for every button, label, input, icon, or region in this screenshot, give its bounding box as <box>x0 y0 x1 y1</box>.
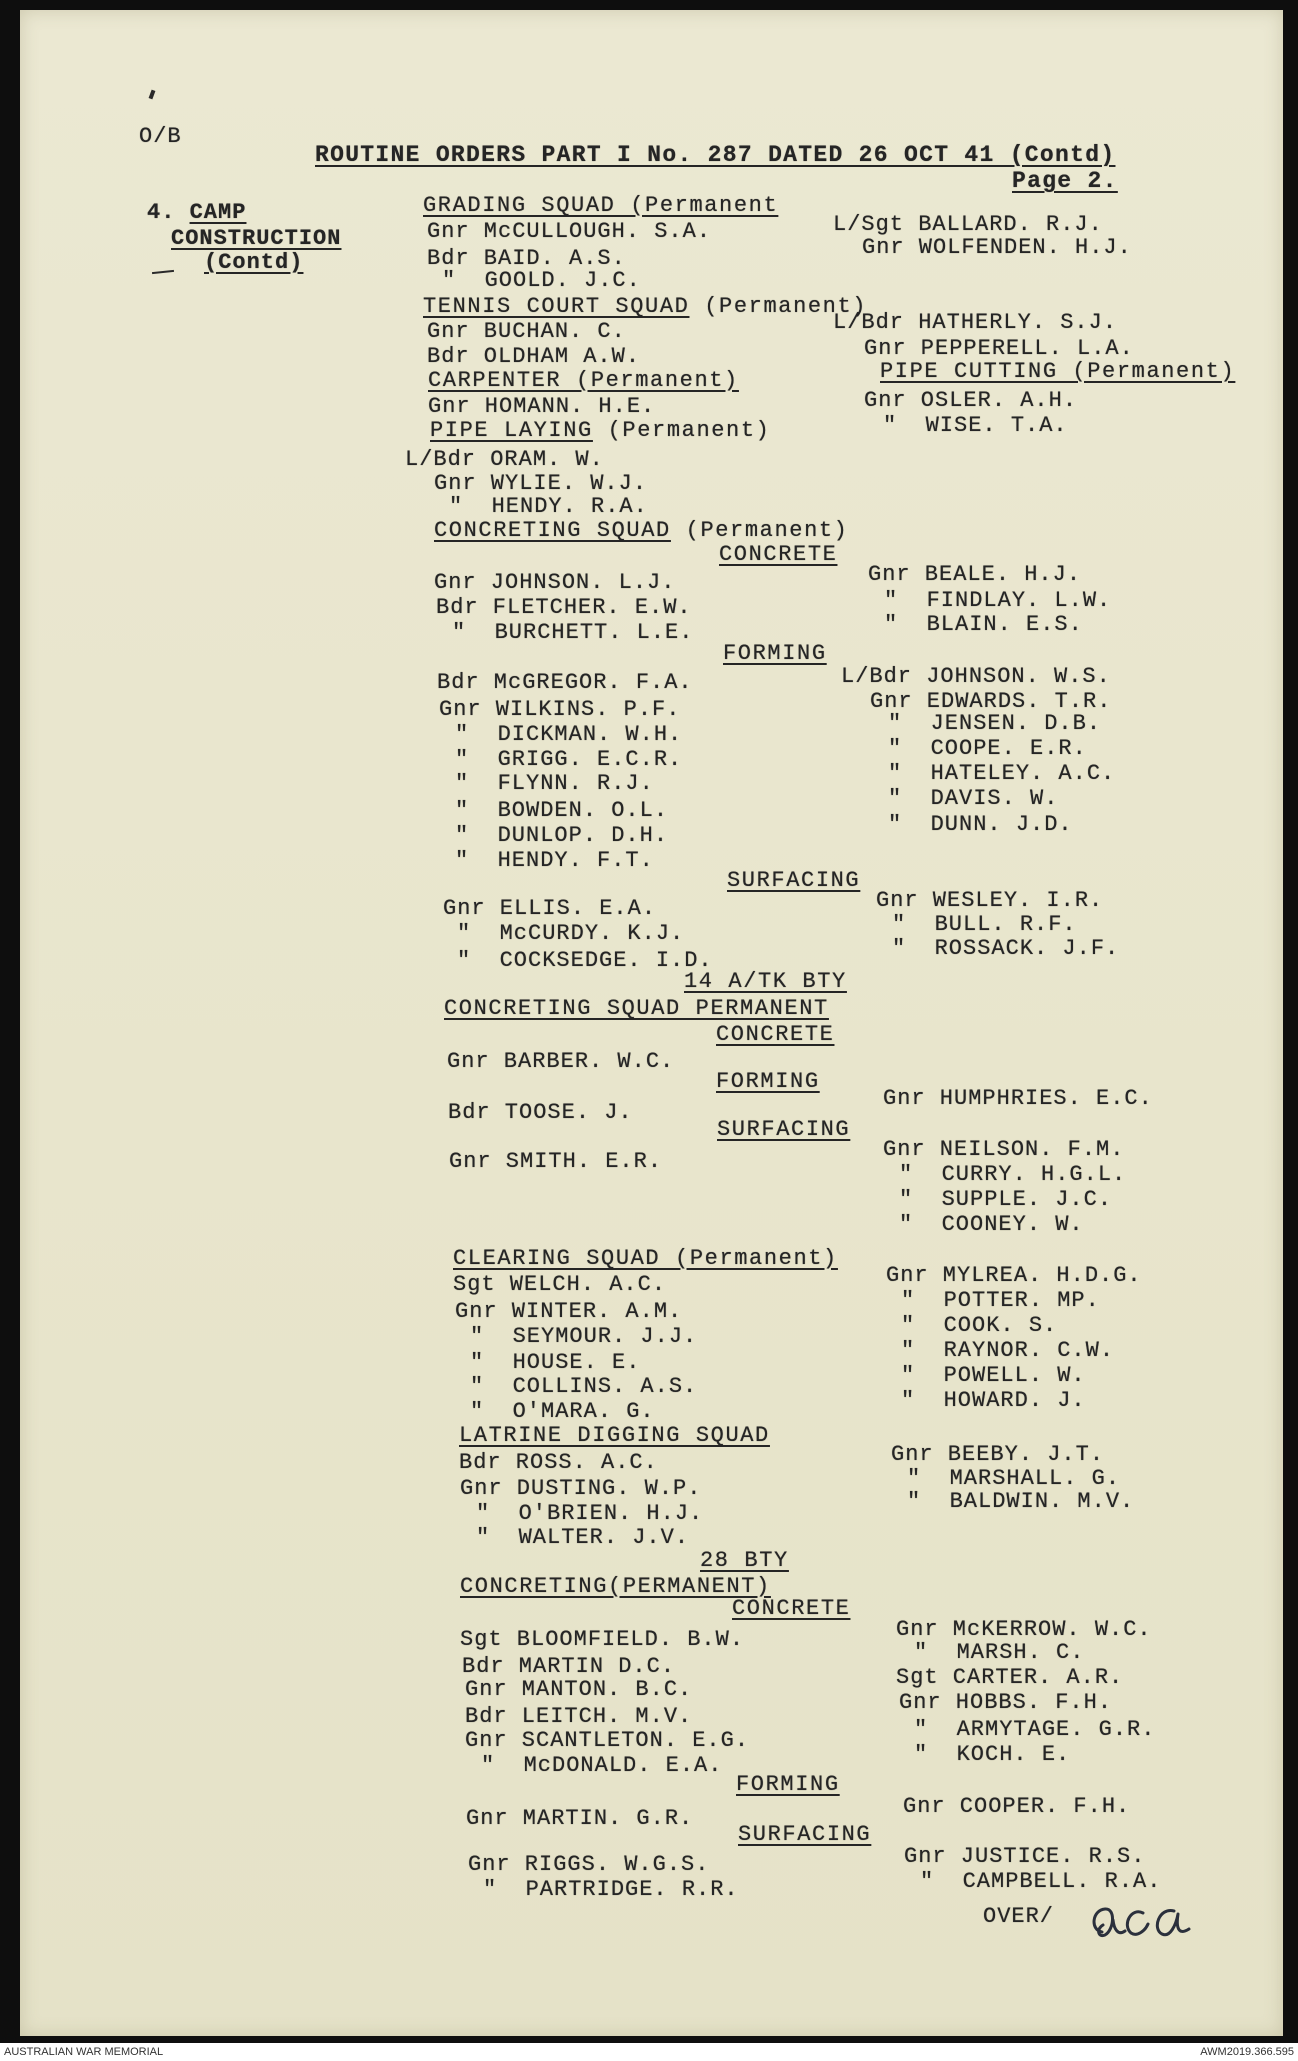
roll-entry: " MARSH. C. <box>914 1640 1085 1665</box>
roll-entry: Gnr BEEBY. J.T. <box>891 1442 1105 1467</box>
roll-entry: Gnr SMITH. E.R. <box>449 1149 663 1174</box>
roll-entry: Gnr RIGGS. W.G.S. <box>468 1852 710 1877</box>
roll-entry: Gnr BUCHAN. C. <box>427 319 626 344</box>
roll-entry: Gnr BARBER. W.C. <box>447 1049 675 1074</box>
roll-entry: L/Sgt BALLARD. R.J. <box>833 212 1103 237</box>
roll-entry: Sgt BLOOMFIELD. B.W. <box>460 1627 745 1652</box>
roll-entry: Gnr EDWARDS. T.R. <box>870 689 1112 714</box>
roll-entry: Gnr BEALE. H.J. <box>868 562 1082 587</box>
squad-heading-text: GRADING SQUAD (Permanent <box>423 193 779 218</box>
roll-entry: L/Bdr JOHNSON. W.S. <box>841 664 1111 689</box>
pencil-mark <box>149 90 156 100</box>
roll-entry: Gnr ELLIS. E.A. <box>443 896 657 921</box>
squad-heading-text: PIPE LAYING <box>430 418 593 443</box>
roll-entry: " SEYMOUR. J.J. <box>470 1324 698 1349</box>
roll-entry: " HOWARD. J. <box>901 1388 1086 1413</box>
roll-entry: " FLYNN. R.J. <box>455 771 654 796</box>
roll-entry: " DAVIS. W. <box>888 786 1059 811</box>
roll-entry: Gnr OSLER. A.H. <box>864 388 1078 413</box>
squad-heading: CONCRETING SQUAD PERMANENT <box>444 996 829 1021</box>
roll-entry: Gnr WOLFENDEN. H.J. <box>862 235 1132 260</box>
roll-entry: " O'MARA. G. <box>470 1399 655 1424</box>
roll-entry: " ARMYTAGE. G.R. <box>914 1717 1156 1742</box>
roll-entry: " PARTRIDGE. R.R. <box>483 1877 739 1902</box>
section-title-camp: CAMP <box>189 200 247 225</box>
roll-entry: Gnr JUSTICE. R.S. <box>904 1844 1146 1869</box>
battery-heading: 14 A/TK BTY <box>684 969 847 994</box>
roll-entry: " DUNN. J.D. <box>888 812 1073 837</box>
roll-entry: " FINDLAY. L.W. <box>884 588 1112 613</box>
roll-entry: Gnr COOPER. F.H. <box>903 1794 1131 1819</box>
roll-entry: " CURRY. H.G.L. <box>899 1162 1127 1187</box>
task-subheading: CONCRETE <box>732 1596 851 1621</box>
section-title-contd: (Contd) <box>204 250 304 275</box>
roll-entry: " COCKSEDGE. I.D. <box>457 948 713 973</box>
roll-entry: " DUNLOP. D.H. <box>455 823 669 848</box>
roll-entry: Bdr McGREGOR. F.A. <box>437 670 693 695</box>
squad-heading: PIPE CUTTING (Permanent) <box>880 359 1236 384</box>
squad-heading-note: (Permanent) <box>689 294 868 319</box>
section-number: 4. <box>147 200 190 225</box>
roll-entry: Gnr WYLIE. W.J. <box>434 471 648 496</box>
roll-entry: " McCURDY. K.J. <box>457 921 685 946</box>
roll-entry: Gnr HOBBS. F.H. <box>899 1690 1113 1715</box>
roll-entry: " HOUSE. E. <box>470 1350 641 1375</box>
roll-entry: " POWELL. W. <box>901 1363 1086 1388</box>
battery-heading: 28 BTY <box>700 1548 789 1573</box>
document-reference: O/B <box>139 124 182 149</box>
roll-entry: " COOK. S. <box>901 1313 1058 1338</box>
page-number: Page 2. <box>1012 168 1118 194</box>
task-subheading: FORMING <box>723 641 827 666</box>
roll-entry: L/Bdr ORAM. W. <box>405 447 604 472</box>
squad-heading: CONCRETING(PERMANENT) <box>460 1574 771 1599</box>
squad-heading <box>434 518 848 544</box>
over-note: OVER/ <box>983 1904 1055 1929</box>
squad-heading-note: (Permanent) <box>592 418 771 443</box>
roll-entry: Gnr JOHNSON. L.J. <box>434 570 676 595</box>
archive-reference: AWM2019.366.595 <box>1200 2046 1294 2058</box>
roll-entry: Bdr TOOSE. J. <box>448 1100 633 1125</box>
handwritten-initials-stroke <box>1094 1909 1189 1936</box>
roll-entry: " GRIGG. E.C.R. <box>455 747 683 772</box>
roll-entry: " HENDY. F.T. <box>455 848 654 873</box>
roll-entry: " COLLINS. A.S. <box>470 1374 698 1399</box>
roll-entry: Bdr BAID. A.S. <box>427 246 626 271</box>
roll-entry: Gnr MANTON. B.C. <box>465 1677 693 1702</box>
roll-entry: Gnr MYLREA. H.D.G. <box>886 1263 1142 1288</box>
roll-entry: " DICKMAN. W.H. <box>455 722 683 747</box>
roll-entry: " BOWDEN. O.L. <box>455 798 669 823</box>
roll-entry: " MARSHALL. G. <box>907 1466 1121 1491</box>
task-subheading: SURFACING <box>738 1822 872 1847</box>
handwritten-initials <box>1086 1898 1192 1948</box>
roll-entry: " KOCH. E. <box>914 1742 1071 1767</box>
section-title-construction: CONSTRUCTION <box>171 226 342 251</box>
roll-entry: " BALDWIN. M.V. <box>907 1489 1135 1514</box>
task-subheading: CONCRETE <box>716 1022 835 1047</box>
squad-heading <box>423 294 867 320</box>
section-heading <box>147 200 246 226</box>
roll-entry: " BULL. R.F. <box>892 912 1077 937</box>
squad-heading-note: (Permanent) <box>670 518 849 543</box>
roll-entry: Sgt WELCH. A.C. <box>453 1272 667 1297</box>
document-title: ROUTINE ORDERS PART I No. 287 DATED 26 OCT 41 (Contd) <box>315 142 1116 168</box>
task-subheading: FORMING <box>736 1772 840 1797</box>
roll-entry: " COONEY. W. <box>899 1212 1084 1237</box>
roll-entry: " RAYNOR. C.W. <box>901 1338 1115 1363</box>
roll-entry: " BLAIN. E.S. <box>884 612 1083 637</box>
squad-heading <box>430 418 770 444</box>
roll-entry: Gnr HOMANN. H.E. <box>428 394 656 419</box>
roll-entry: Gnr PEPPERELL. L.A. <box>864 336 1134 361</box>
squad-heading <box>423 193 778 219</box>
roll-entry: " GOOLD. J.C. <box>442 268 641 293</box>
roll-entry: Bdr FLETCHER. E.W. <box>436 595 692 620</box>
archive-footer <box>0 2043 1298 2061</box>
roll-entry: " HATELEY. A.C. <box>888 761 1116 786</box>
roll-entry: Bdr OLDHAM A.W. <box>427 344 641 369</box>
task-subheading: SURFACING <box>717 1117 851 1142</box>
roll-entry: Gnr WINTER. A.M. <box>455 1299 683 1324</box>
roll-entry: Gnr HUMPHRIES. E.C. <box>883 1086 1153 1111</box>
task-subheading: FORMING <box>716 1069 820 1094</box>
roll-entry: " JENSEN. D.B. <box>888 711 1102 736</box>
roll-entry: Bdr LEITCH. M.V. <box>465 1704 693 1729</box>
roll-entry: " WISE. T.A. <box>883 413 1068 438</box>
squad-heading <box>428 368 739 394</box>
roll-entry: " McDONALD. E.A. <box>481 1753 723 1778</box>
roll-entry: Gnr WESLEY. I.R. <box>876 888 1104 913</box>
roll-entry: " HENDY. R.A. <box>449 494 648 519</box>
roll-entry: Gnr NEILSON. F.M. <box>883 1137 1125 1162</box>
roll-entry: L/Bdr HATHERLY. S.J. <box>833 310 1118 335</box>
roll-entry: Gnr SCANTLETON. E.G. <box>465 1728 750 1753</box>
squad-heading-text: TENNIS COURT SQUAD <box>423 294 690 319</box>
roll-entry: " CAMPBELL. R.A. <box>920 1869 1162 1894</box>
task-subheading: CONCRETE <box>719 542 838 567</box>
roll-entry: " ROSSACK. J.F. <box>892 936 1120 961</box>
squad-heading: CLEARING SQUAD (Permanent) <box>453 1246 838 1271</box>
roll-entry: Gnr WILKINS. P.F. <box>439 697 681 722</box>
squad-heading-text: CONCRETING SQUAD <box>434 518 671 543</box>
roll-entry: Bdr ROSS. A.C. <box>459 1450 658 1475</box>
roll-entry: Gnr McKERROW. W.C. <box>896 1617 1152 1642</box>
roll-entry: Gnr MARTIN. G.R. <box>466 1806 694 1831</box>
pen-dash-mark <box>152 270 174 274</box>
roll-entry: " COOPE. E.R. <box>888 736 1087 761</box>
roll-entry: " WALTER. J.V. <box>476 1525 690 1550</box>
roll-entry: Bdr MARTIN D.C. <box>462 1654 676 1679</box>
roll-entry: " BURCHETT. L.E. <box>452 620 694 645</box>
roll-entry: Gnr DUSTING. W.P. <box>460 1476 702 1501</box>
roll-entry: " POTTER. MP. <box>901 1288 1100 1313</box>
roll-entry: Sgt CARTER. A.R. <box>896 1665 1124 1690</box>
task-subheading: SURFACING <box>727 868 861 893</box>
roll-entry: " O'BRIEN. H.J. <box>476 1501 704 1526</box>
roll-entry: Gnr McCULLOUGH. S.A. <box>427 219 712 244</box>
squad-heading: LATRINE DIGGING SQUAD <box>459 1423 770 1448</box>
squad-heading-text: CARPENTER (Permanent) <box>428 368 739 393</box>
roll-entry: " SUPPLE. J.C. <box>899 1187 1113 1212</box>
archive-credit: AUSTRALIAN WAR MEMORIAL <box>4 2046 164 2058</box>
